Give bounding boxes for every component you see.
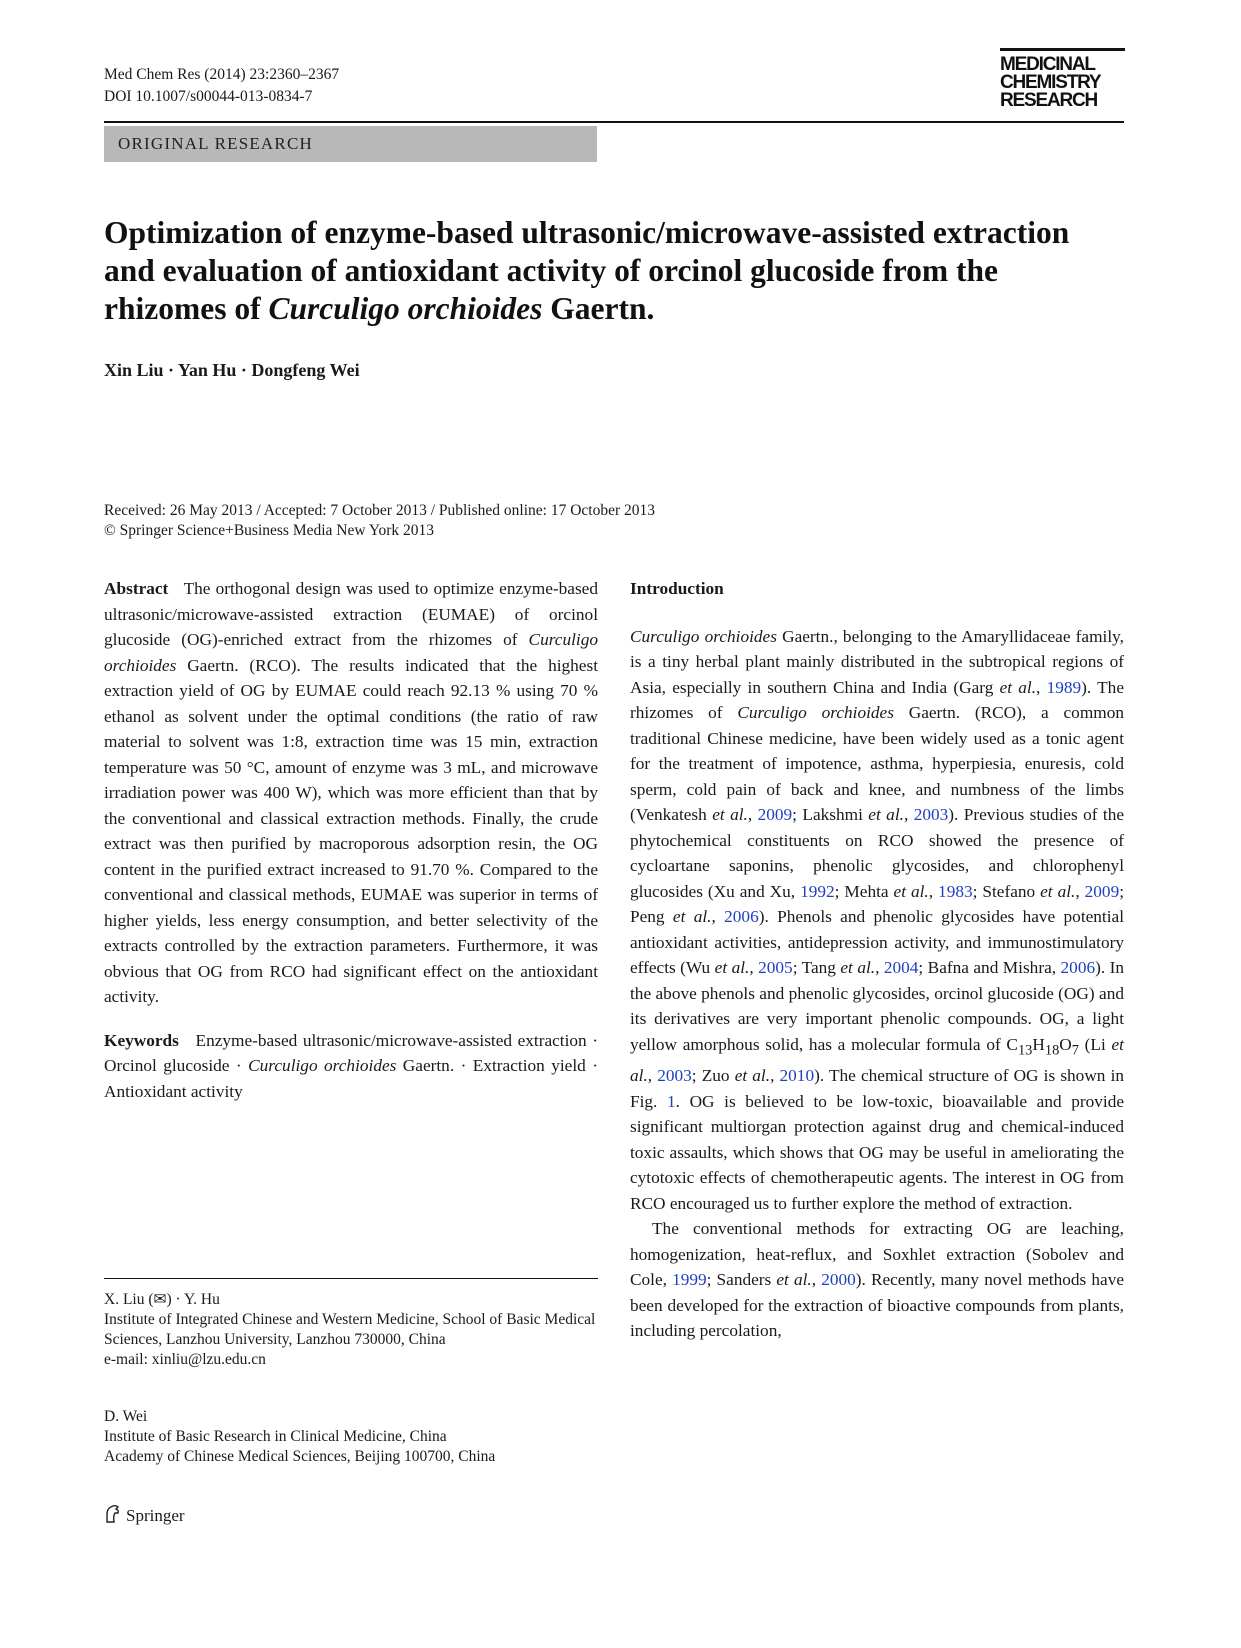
copyright-line: © Springer Science+Business Media New York 2013 bbox=[104, 522, 435, 539]
figure-link[interactable]: 1 bbox=[667, 1091, 676, 1111]
article-title: Optimization of enzyme-based ultrasonic/microwave-assisted extraction and evaluation of antioxidant activity of orcinol glucoside from the rhizomes of Curculigo orchioides Gaertn. bbox=[104, 215, 1070, 326]
right-column bbox=[630, 576, 1124, 1344]
citation-link[interactable]: 2006 bbox=[1060, 958, 1096, 977]
affiliation-2 bbox=[104, 1407, 598, 1467]
publication-dates bbox=[104, 501, 655, 541]
section-type-banner: ORIGINAL RESEARCH bbox=[104, 126, 597, 162]
abstract: Abstract The orthogonal design was used to optimize enzyme-based ultrasonic/microwave-assisted extraction (EUMAE) of orcinol glucoside (OG)-enriched extract from the rhizomes of Curculigo orchioides Gaertn. (RCO). The results indicated that the highest extraction yield of OG by EUMAE could reach 92.13 % using 70 % ethanol as solvent under the optimal conditions (the ratio of raw material to solvent was 1:8, extraction time was 15 min, extraction temperature was 50 °C, amount of enzyme was 3 mL, and microwave irradiation power was 400 W), which was more efficient than that by the conventional and classical extraction methods. Finally, the crude extract was then purified by macroporous adsorption resin, the OG content in the purified extract increased to 91.70 %. Compared to the conventional and classical methods, EUMAE was superior in terms of higher yields, less energy consumption, and better selectivity of the extracts controlled by the extraction parameters. Furthermore, it was obvious that OG from RCO had significant effect on the antioxidant activity. bbox=[104, 579, 598, 1006]
affiliation-institution: Institute of Basic Research in Clinical Medicine, China bbox=[104, 1428, 447, 1445]
keywords-heading: Keywords bbox=[104, 1030, 179, 1050]
affiliation-divider bbox=[104, 1278, 598, 1279]
affiliation-authors: D. Wei bbox=[104, 1408, 148, 1425]
citation-link[interactable]: 1999 bbox=[672, 1270, 707, 1290]
citation-link[interactable]: 2010 bbox=[779, 1066, 815, 1086]
citation-link[interactable]: 1989 bbox=[1046, 677, 1082, 697]
citation-link[interactable]: 2000 bbox=[821, 1270, 856, 1290]
affiliation-institution: Academy of Chinese Medical Sciences, Beijing 100700, China bbox=[104, 1448, 496, 1465]
citation-link[interactable]: 2005 bbox=[758, 958, 793, 977]
introduction-paragraph-2: The conventional methods for extracting OG are leaching, homogenization, heat-reflux, and Soxhlet extraction (Sobolev and Cole, 1999; Sanders et al., 2000). Recently, many novel methods have been developed for the extraction of bioactive compounds from plants, including percolation, bbox=[630, 1219, 1124, 1341]
introduction-heading: Introduction bbox=[630, 579, 724, 598]
citation-link[interactable]: 2004 bbox=[883, 958, 919, 977]
citation-link[interactable]: 2009 bbox=[757, 805, 793, 824]
dates-line: Received: 26 May 2013 / Accepted: 7 October 2013 / Published online: 17 October 2013 bbox=[104, 502, 655, 519]
doi-line[interactable]: DOI 10.1007/s00044-013-0834-7 bbox=[104, 88, 313, 105]
citation-link[interactable]: 1983 bbox=[938, 881, 973, 901]
citation-link[interactable]: 2003 bbox=[913, 805, 949, 824]
journal-logo bbox=[1000, 48, 1125, 110]
citation-link[interactable]: 2009 bbox=[1084, 881, 1120, 901]
affiliation-authors: X. Liu (✉) · Y. Hu bbox=[104, 1291, 220, 1308]
keywords: Keywords Enzyme-based ultrasonic/microwave-assisted extraction · Orcinol glucoside · Curculigo orchioides Gaertn. · Extraction yield · Antioxidant activity bbox=[104, 1030, 598, 1101]
logo-line: MEDICINAL bbox=[1000, 54, 1095, 75]
abstract-heading: Abstract bbox=[104, 579, 169, 598]
springer-horse-icon bbox=[104, 1504, 122, 1529]
citation-link[interactable]: 1992 bbox=[800, 881, 835, 901]
citation-line: Med Chem Res (2014) 23:2360–2367 bbox=[104, 66, 340, 83]
citation-link[interactable]: 2006 bbox=[724, 907, 759, 926]
affiliation-email[interactable]: e-mail: xinliu@lzu.edu.cn bbox=[104, 1351, 266, 1368]
logo-line: RESEARCH bbox=[1000, 90, 1098, 111]
affiliation-1 bbox=[104, 1290, 598, 1370]
publisher-name: Springer bbox=[126, 1506, 185, 1525]
journal-citation bbox=[104, 64, 339, 108]
left-column bbox=[104, 576, 598, 1104]
affiliation-institution: Institute of Integrated Chinese and Western Medicine, School of Basic Medical Sciences, Lanzhou University, Lanzhou 730000, China bbox=[104, 1311, 596, 1348]
logo-line: CHEMISTRY bbox=[1000, 72, 1101, 93]
publisher-footer bbox=[104, 1504, 185, 1529]
introduction-paragraph-1: Curculigo orchioides Gaertn., belonging to the Amaryllidaceae family, is a tiny herbal plant mainly distributed in the subtropical regions of Asia, especially in southern China and India (Garg et al., 1989). The rhizomes of Curculigo orchioides Gaertn. (RCO), a common traditional Chinese medicine, have been widely used as a tonic agent for the treatment of impotence, asthma, hyperpiesia, enuresis, cold sperm, cold pain of back and knee, and numbness of the limbs (Venkatesh et al., 2009; Lakshmi et al., 2003). Previous studies of the phytochemical constituents on RCO showed the presence of cycloartane saponins, phenolic glycosides, and chlorophenyl glucosides (Xu and Xu, 1992; Mehta et al., 1983; Stefano et al., 2009; Peng et al., 2006). Phenols and phenolic glycosides have potential antioxidant activities, antidepression activity, and immunostimulatory effects (Wu et al., 2005; Tang et al., 2004; Bafna and Mishra, 2006). In the above phenols and phenolic glycosides, orcinol glucoside (OG) and its derivatives are very important phenolic compounds. OG, a light yellow amorphous solid, has a molecular formula of $C_{13}H_{18}O_7$ (Li et al., 2003; Zuo et al., 2010). The chemical structure of OG is shown in Fig. 1. OG is believed to be low-toxic, bioavailable and provide significant multiorgan protection against drug and chemical-induced toxic assaults, which shows that OG may be useful in ameliorating the cytotoxic effects of chemotherapeutic agents. The interest in OG from RCO encouraged us to further explore the method of extraction. bbox=[630, 626, 1125, 1213]
header-divider bbox=[104, 121, 1124, 123]
author-list: Xin Liu · Yan Hu · Dongfeng Wei bbox=[104, 360, 360, 380]
citation-link[interactable]: 2003 bbox=[657, 1066, 692, 1086]
